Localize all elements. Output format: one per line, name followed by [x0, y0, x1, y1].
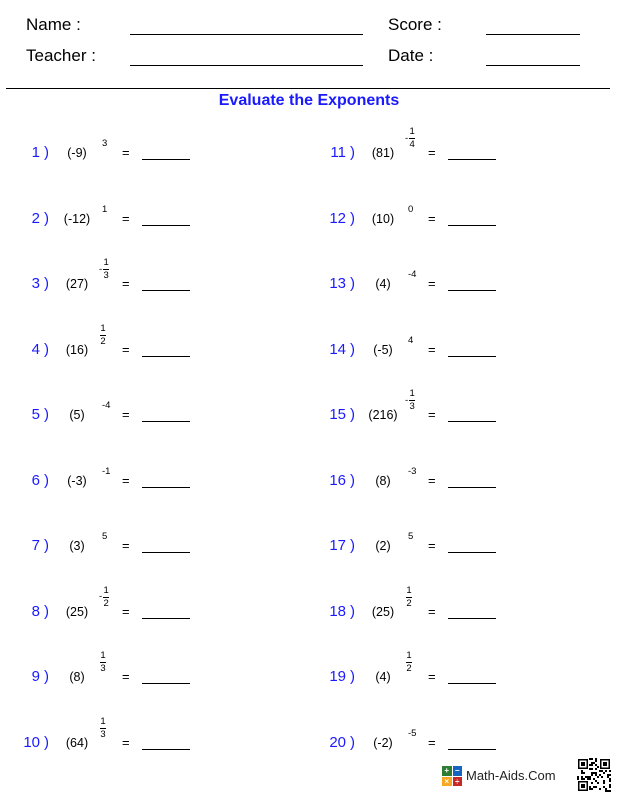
problem-item — [312, 188, 582, 228]
problem-number-paren: ) — [350, 340, 355, 358]
logo-times-icon: × — [442, 777, 452, 787]
problem-item — [312, 581, 582, 621]
date-label: Date : — [388, 46, 434, 65]
logo-divide-icon: ÷ — [453, 777, 463, 787]
problem-number-paren: ) — [44, 733, 49, 751]
exponent-numerator: 1 — [103, 257, 109, 268]
exponent-denominator: 4 — [409, 139, 415, 150]
problem-item — [312, 515, 582, 555]
problem-number-paren: ) — [350, 209, 355, 227]
equals-sign: = — [122, 603, 130, 619]
exponent-numerator: 1 — [406, 584, 412, 596]
equals-sign: = — [122, 472, 130, 488]
problem-base: (216) — [368, 408, 398, 422]
problem-number: 18 — [329, 602, 346, 620]
equals-sign: = — [428, 407, 436, 422]
exponent-denominator: 3 — [103, 270, 109, 281]
exponent-sign: - — [99, 263, 103, 275]
problem-number: 13 — [329, 275, 346, 292]
answer-blank[interactable] — [448, 618, 496, 619]
problem-base: (4) — [375, 670, 391, 684]
problem-fraction-exponent — [405, 127, 415, 150]
exponent-numerator: 1 — [103, 584, 109, 596]
problem-number-paren: ) — [350, 406, 355, 423]
problem-item — [312, 450, 582, 490]
exponent-fraction — [103, 586, 109, 609]
problem-number-paren: ) — [350, 144, 355, 161]
problem-item — [312, 319, 582, 359]
problem-exponent: 0 — [408, 203, 414, 215]
problem-item — [312, 384, 582, 424]
equals-sign: = — [122, 734, 130, 750]
problem-number-paren: ) — [350, 537, 355, 554]
problem-base: (3) — [69, 539, 85, 553]
problem-number-paren: ) — [44, 668, 49, 685]
problem-number: 20 — [329, 733, 346, 751]
problem-number-paren: ) — [44, 471, 49, 489]
problem-exponent: 4 — [408, 334, 414, 346]
answer-blank[interactable] — [142, 290, 190, 291]
problem-item — [6, 646, 276, 686]
exponent-fraction — [103, 258, 109, 281]
answer-blank[interactable] — [142, 225, 190, 226]
problem-fraction-exponent — [405, 586, 412, 609]
answer-blank[interactable] — [142, 487, 190, 488]
problem-exponent: 5 — [102, 531, 108, 542]
equals-sign: = — [122, 276, 130, 291]
exponent-denominator: 2 — [100, 335, 106, 347]
problem-number: 19 — [329, 668, 346, 685]
exponent-fraction — [409, 127, 415, 150]
exponent-numerator: 1 — [100, 650, 106, 661]
problem-exponent: 1 — [102, 203, 108, 215]
problem-base: (5) — [69, 408, 85, 422]
logo-minus-icon: − — [453, 766, 463, 776]
problem-number: 4 — [31, 340, 40, 358]
problem-fraction-exponent — [99, 717, 106, 740]
problem-item — [6, 384, 276, 424]
problem-exponent: -3 — [408, 465, 417, 477]
problem-base: (2) — [375, 539, 391, 553]
teacher-field-line[interactable] — [130, 65, 363, 66]
problem-number: 5 — [31, 406, 40, 423]
exponent-sign: - — [405, 394, 409, 406]
problem-item — [312, 646, 582, 686]
problem-item — [6, 319, 276, 359]
equals-sign: = — [428, 472, 436, 488]
equals-sign: = — [428, 276, 436, 291]
exponent-fraction — [100, 717, 106, 740]
answer-blank[interactable] — [448, 487, 496, 488]
problem-number-paren: ) — [44, 340, 49, 358]
problem-item — [6, 253, 276, 293]
problem-item — [312, 122, 582, 162]
score-field-line[interactable] — [486, 34, 580, 35]
problem-number: 12 — [329, 209, 346, 227]
exponent-fraction — [100, 324, 106, 347]
problem-number-paren: ) — [44, 537, 49, 554]
problem-fraction-exponent — [405, 389, 415, 412]
exponent-denominator: 2 — [406, 597, 412, 609]
answer-blank[interactable] — [142, 552, 190, 553]
answer-blank[interactable] — [448, 356, 496, 357]
problem-base: (25) — [65, 604, 89, 619]
problem-number: 17 — [329, 537, 346, 554]
problem-number: 1 — [31, 144, 40, 161]
exponent-fraction — [409, 389, 415, 412]
equals-sign: = — [122, 145, 130, 160]
problem-number: 9 — [31, 668, 40, 685]
problem-fraction-exponent — [99, 586, 109, 609]
problem-number: 3 — [31, 275, 40, 292]
problem-number: 10 — [23, 733, 40, 751]
problem-number: 15 — [329, 406, 346, 423]
equals-sign: = — [122, 341, 130, 357]
problem-number: 7 — [31, 537, 40, 554]
name-field-line[interactable] — [130, 34, 363, 35]
equals-sign: = — [122, 407, 130, 422]
exponent-numerator: 1 — [409, 126, 415, 137]
equals-sign: = — [122, 669, 130, 684]
worksheet-title: Evaluate the Exponents — [218, 92, 400, 109]
problem-number-paren: ) — [350, 471, 355, 489]
problem-number-paren: ) — [350, 733, 355, 751]
problem-base: (-9) — [67, 146, 87, 160]
answer-blank[interactable] — [448, 225, 496, 226]
exponent-denominator: 3 — [100, 728, 106, 740]
answer-blank[interactable] — [142, 749, 190, 750]
exponent-sign: - — [405, 132, 409, 144]
equals-sign: = — [122, 210, 130, 226]
problem-fraction-exponent — [405, 651, 412, 674]
qr-code-icon — [577, 758, 611, 792]
equals-sign: = — [428, 538, 436, 553]
problem-number: 16 — [329, 471, 346, 489]
problem-base: (-2) — [373, 735, 393, 750]
problem-item — [6, 581, 276, 621]
exponent-denominator: 3 — [100, 663, 106, 674]
problem-number-paren: ) — [44, 275, 49, 292]
exponent-numerator: 1 — [100, 322, 106, 334]
problem-number: 8 — [31, 602, 40, 620]
answer-blank[interactable] — [448, 290, 496, 291]
answer-blank[interactable] — [448, 159, 496, 160]
problem-number-paren: ) — [350, 668, 355, 685]
problem-item — [6, 188, 276, 228]
problem-item — [312, 712, 582, 752]
problem-number: 14 — [329, 340, 346, 358]
problem-base: (16) — [65, 342, 89, 357]
answer-blank[interactable] — [142, 356, 190, 357]
problem-base: (25) — [371, 604, 395, 619]
problem-base: (10) — [371, 211, 395, 226]
problem-base: (-5) — [373, 342, 393, 357]
math-aids-logo-icon — [442, 766, 462, 786]
exponent-denominator: 2 — [406, 663, 412, 674]
problem-number: 6 — [31, 471, 40, 489]
answer-blank[interactable] — [448, 683, 496, 684]
answer-blank[interactable] — [142, 618, 190, 619]
answer-blank[interactable] — [448, 421, 496, 422]
problem-exponent: -4 — [408, 269, 417, 280]
exponent-denominator: 2 — [103, 597, 109, 609]
exponent-fraction — [406, 586, 412, 609]
exponent-sign: - — [99, 591, 103, 602]
footer-site-link[interactable]: Math-Aids.Com — [466, 768, 556, 783]
problem-base: (-3) — [67, 473, 87, 488]
problem-exponent: -1 — [102, 465, 111, 477]
problem-item — [6, 515, 276, 555]
problem-item — [6, 450, 276, 490]
problem-exponent: 3 — [102, 138, 108, 149]
name-label: Name : — [26, 15, 81, 34]
score-label: Score : — [388, 15, 442, 34]
problem-item — [6, 122, 276, 162]
equals-sign: = — [428, 145, 436, 160]
problem-base: (8) — [69, 670, 85, 684]
problem-base: (4) — [375, 277, 391, 291]
problem-base: (64) — [65, 735, 89, 750]
date-field-line[interactable] — [486, 65, 580, 66]
equals-sign: = — [428, 341, 436, 357]
problem-number-paren: ) — [44, 209, 49, 227]
answer-blank[interactable] — [142, 421, 190, 422]
problem-number-paren: ) — [350, 275, 355, 292]
answer-blank[interactable] — [448, 749, 496, 750]
equals-sign: = — [428, 734, 436, 750]
problem-number: 2 — [31, 209, 40, 227]
problem-base: (81) — [371, 146, 395, 160]
problem-number-paren: ) — [350, 602, 355, 620]
problem-item — [6, 712, 276, 752]
exponent-numerator: 1 — [409, 388, 415, 399]
problem-number-paren: ) — [44, 602, 49, 620]
exponent-numerator: 1 — [100, 715, 106, 727]
exponent-fraction — [100, 651, 106, 674]
header-divider — [6, 88, 610, 89]
answer-blank[interactable] — [142, 683, 190, 684]
problem-base: (-12) — [63, 211, 91, 226]
problem-number-paren: ) — [44, 144, 49, 161]
equals-sign: = — [428, 669, 436, 684]
equals-sign: = — [428, 603, 436, 619]
problem-fraction-exponent — [99, 651, 106, 674]
equals-sign: = — [428, 210, 436, 226]
problem-exponent: -4 — [102, 400, 111, 411]
answer-blank[interactable] — [142, 159, 190, 160]
problem-number: 11 — [330, 144, 346, 161]
problem-exponent: -5 — [408, 727, 417, 739]
equals-sign: = — [122, 538, 130, 553]
problem-base: (8) — [375, 473, 391, 488]
problem-fraction-exponent — [99, 324, 106, 347]
problem-exponent: 5 — [408, 531, 414, 542]
problem-fraction-exponent — [99, 258, 109, 281]
answer-blank[interactable] — [448, 552, 496, 553]
exponent-fraction — [406, 651, 412, 674]
problem-item — [312, 253, 582, 293]
exponent-numerator: 1 — [406, 650, 412, 661]
logo-plus-icon: + — [442, 766, 452, 776]
problem-number-paren: ) — [44, 406, 49, 423]
problem-base: (27) — [65, 277, 89, 291]
teacher-label: Teacher : — [26, 46, 96, 65]
exponent-denominator: 3 — [409, 401, 415, 412]
